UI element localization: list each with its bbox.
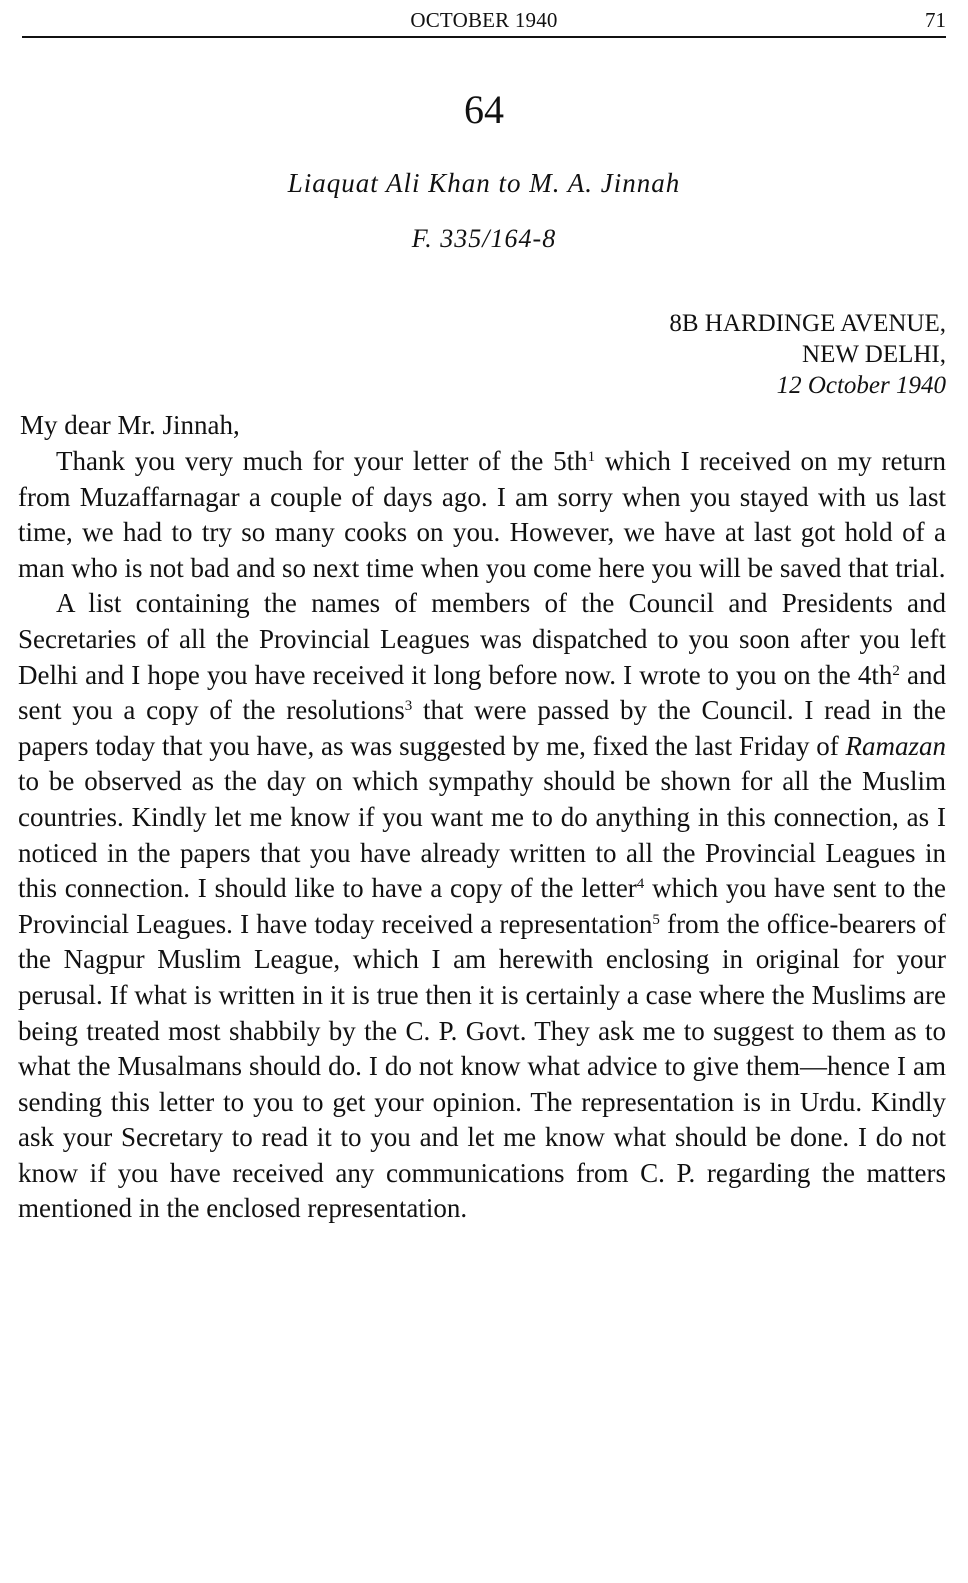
- footnote-marker-2: 2: [892, 662, 900, 679]
- footnote-marker-5: 5: [652, 911, 660, 928]
- salutation: My dear Mr. Jinnah,: [20, 410, 240, 440]
- address-line-1: 8B HARDINGE AVENUE,: [669, 310, 946, 337]
- text-run: A list containing the names of members of the Council and Presidents and Secretaries of all the Provincial Leagues was dispatched to you soon after you left Delhi and I hope you have received it long before now. I wrote to you on the 4th: [18, 588, 946, 690]
- letter-title: Liaquat Ali Khan to M. A. Jinnah: [287, 168, 681, 198]
- text-run: from the office-bearers of the Nagpur Muslim League, which I am herewith enclosing in original for your perusal. If what is written in it is true then it is certainly a case where the Muslims are being treated most shabbily by the C. P. Govt. They ask me to suggest to them as to what the Musalmans should do. I do not know what advice to give them—hence I am sending this letter to you to get your opinion. The representation is in Urdu. Kindly ask your Secretary to read it to you and let me know what should be done. I do not know if you have received any communications from C. P. regarding the matters mentioned in the enclosed representation.: [18, 908, 947, 1224]
- running-title: OCTOBER 1940: [410, 8, 558, 32]
- italic-term-ramazan: Ramazan: [845, 730, 946, 761]
- text-run: to be observed as the day on which sympathy should be shown for all the Muslim countries. Kindly let me know if you want me to do anything in this connection, as I noticed in the papers that you have already written to all the Provincial Leagues in this connection. I should like to have a copy of the letter: [18, 766, 946, 904]
- footnote-marker-3: 3: [404, 698, 413, 715]
- paragraph-1: [18, 444, 946, 586]
- footnote-marker-4: 4: [636, 876, 645, 893]
- letter-date: 12 October 1940: [776, 372, 946, 399]
- document-number: 64: [464, 87, 504, 132]
- file-reference: F. 335/164-8: [411, 224, 557, 253]
- letter-body: [18, 444, 946, 1227]
- text-run: which you have sent to the Provincial Leagues. I have today received a representation: [18, 873, 946, 939]
- running-header: [22, 6, 946, 38]
- footnote-marker-1: 1: [587, 449, 596, 465]
- text-run: and sent you a copy of the resolutions: [18, 659, 947, 726]
- paragraph-2: [18, 586, 946, 1227]
- address-line-2: NEW DELHI,: [802, 341, 946, 368]
- page-number: 71: [925, 8, 946, 32]
- text-run: which I received on my return from Muzaffarnagar a couple of days ago. I am sorry when you stayed with us last time, we had to try so many cooks on you. However, we have at last got hold of a man who is not bad and so next time when you come here you will be saved that trial.: [18, 446, 947, 583]
- text-run: that were passed by the Council. I read in the papers today that you have, as was suggested by me, fixed the last Friday of: [18, 695, 946, 761]
- sender-address: [669, 308, 946, 401]
- text-run: Thank you very much for your letter of the 5th: [56, 446, 588, 476]
